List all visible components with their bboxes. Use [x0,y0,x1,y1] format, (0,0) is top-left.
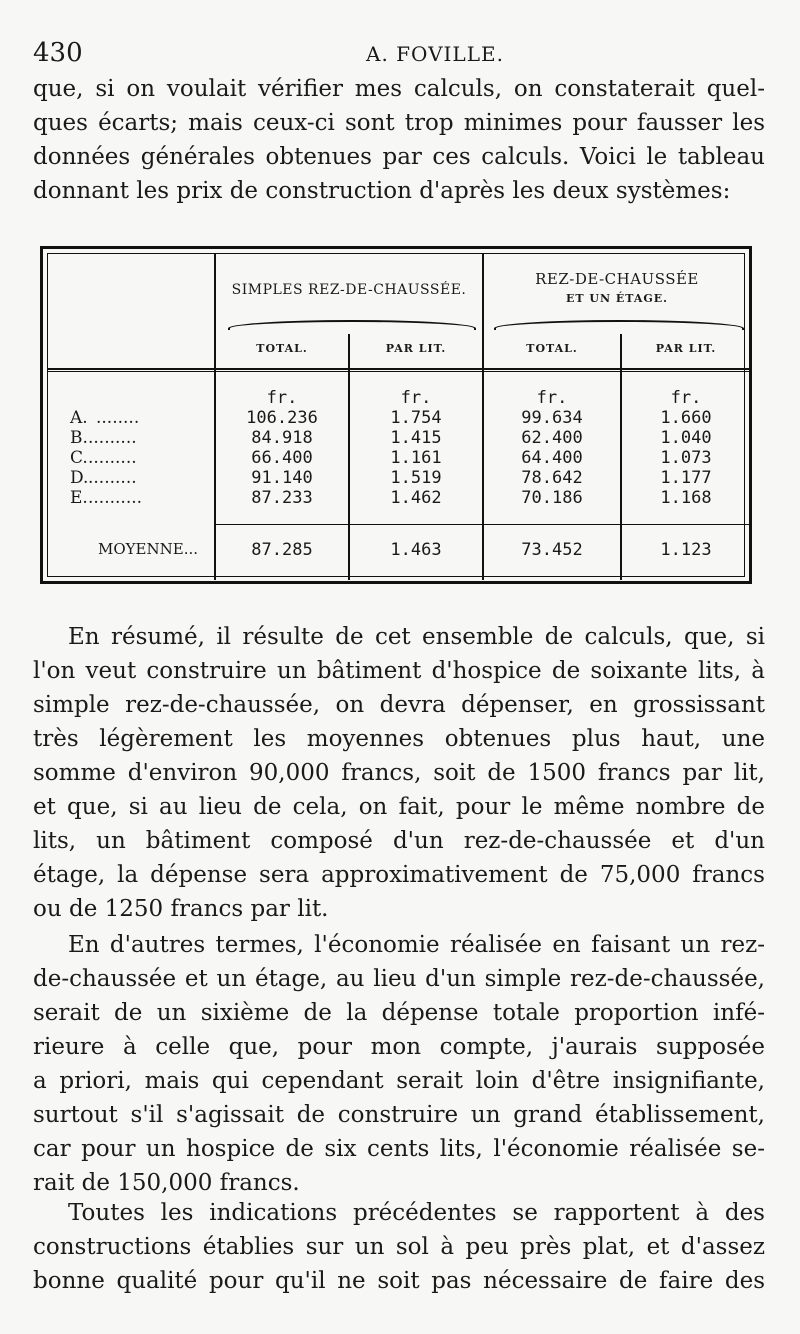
row-leader-dots: ........ [96,408,140,428]
text-line: surtout s'il s'agissait de construire un grand établissement, [33,1102,765,1128]
row-label: E. [70,488,88,508]
row-leader-dots: ......... [88,468,137,488]
row-leader-dots: ......... [88,448,137,468]
row-label: A. [70,408,88,428]
group1-brace [228,320,476,330]
average-par-lit-1: 1.463 [390,540,442,560]
value-total-1: 66.400 [251,448,313,468]
sum-rule [216,524,752,525]
unit-label: fr. [266,388,298,408]
value-par-lit-1: 1.462 [390,488,442,508]
average-par-lit-2: 1.123 [660,540,712,560]
value-total-1: 106.236 [246,408,318,428]
group2-header: REZ-DE-CHAUSSÉE [535,270,699,288]
text-line: données générales obtenues par ces calculs. Voici le tableau [33,144,765,170]
paragraph-en-d-autres-termes [33,928,765,1200]
col-header-total-2: TOTAL. [526,342,578,355]
value-total-2: 78.642 [521,468,583,488]
unit-label: fr. [400,388,432,408]
value-par-lit-1: 1.754 [390,408,442,428]
text-line: et que, si au lieu de cela, on fait, pour le même nombre de [33,794,765,820]
value-par-lit-2: 1.168 [660,488,712,508]
group1-header: SIMPLES REZ-DE-CHAUSSÉE. [231,282,467,298]
text-line: En d'autres termes, l'économie réalisée en faisant un rez- [68,932,765,958]
value-total-2: 64.400 [521,448,583,468]
row-leader-dots: ......... [88,428,137,448]
text-line: constructions établies sur un sol à peu près plat, et d'assez [33,1234,765,1260]
group2-brace [494,320,744,330]
page-header [33,38,763,70]
text-line: bonne qualité pour qu'il ne soit pas nécessaire de faire des [33,1268,765,1294]
text-line: ou de 1250 francs par lit. [33,896,329,922]
row-label: B. [70,428,88,448]
table-inner-border [47,253,745,577]
text-line: somme d'environ 90,000 francs, soit de 1500 francs par lit, [33,760,765,786]
col-header-par-lit-2: PAR LIT. [655,342,717,355]
average-label: MOYENNE... [98,540,199,558]
value-total-2: 70.186 [521,488,583,508]
group2-header-sub: ET UN ÉTAGE. [566,292,668,305]
cost-table [40,246,752,584]
value-total-1: 87.233 [251,488,313,508]
unit-label: fr. [670,388,702,408]
text-line: a priori, mais qui cependant serait loin d'être insignifiante, [33,1068,765,1094]
paragraph-en-resume [33,620,765,926]
header-rule [48,368,752,370]
running-head: A. FOVILLE. [366,42,504,66]
average-total-1: 87.285 [251,540,313,560]
text-line: rieure à celle que, pour mon compte, j'aurais supposée [33,1034,765,1060]
col-header-par-lit-1: PAR LIT. [385,342,447,355]
value-par-lit-2: 1.177 [660,468,712,488]
value-total-1: 91.140 [251,468,313,488]
row-label: D. [70,468,89,488]
value-par-lit-1: 1.415 [390,428,442,448]
text-line: rait de 150,000 francs. [33,1170,300,1196]
value-total-1: 84.918 [251,428,313,448]
paragraph-toutes-les-indications [33,1196,765,1298]
intro-paragraph [33,72,765,208]
text-line: très légèrement les moyennes obtenues plus haut, une [33,726,765,752]
text-line: car pour un hospice de six cents lits, l'économie réalisée se- [33,1136,765,1162]
text-line: de-chaussée et un étage, au lieu d'un simple rez-de-chaussée, [33,966,765,992]
text-line: ques écarts; mais ceux-ci sont trop minimes pour fausser les [33,110,765,136]
value-par-lit-1: 1.161 [390,448,442,468]
unit-label: fr. [536,388,568,408]
value-total-2: 62.400 [521,428,583,448]
value-par-lit-2: 1.660 [660,408,712,428]
value-par-lit-2: 1.073 [660,448,712,468]
value-par-lit-2: 1.040 [660,428,712,448]
average-total-2: 73.452 [521,540,583,560]
value-total-2: 99.634 [521,408,583,428]
text-line: étage, la dépense sera approximativement de 75,000 francs [33,862,765,888]
text-line: l'on veut construire un bâtiment d'hospice de soixante lits, à [33,658,765,684]
row-label: C. [70,448,88,468]
text-line: que, si on voulait vérifier mes calculs, on constaterait quel- [33,76,765,102]
col-header-total-1: TOTAL. [256,342,308,355]
text-line: simple rez-de-chaussée, on devra dépenser, en grossissant [33,692,765,718]
page-number: 430 [33,38,83,68]
text-line: donnant les prix de construction d'après les deux systèmes: [33,178,731,204]
row-leader-dots: .......... [88,488,143,508]
text-line: En résumé, il résulte de cet ensemble de calculs, que, si [68,624,765,650]
text-line: lits, un bâtiment composé d'un rez-de-chaussée et d'un [33,828,765,854]
text-line: serait de un sixième de la dépense totale proportion infé- [33,1000,765,1026]
text-line: Toutes les indications précédentes se rapportent à des [68,1200,765,1226]
value-par-lit-1: 1.519 [390,468,442,488]
header-rule [48,371,752,372]
